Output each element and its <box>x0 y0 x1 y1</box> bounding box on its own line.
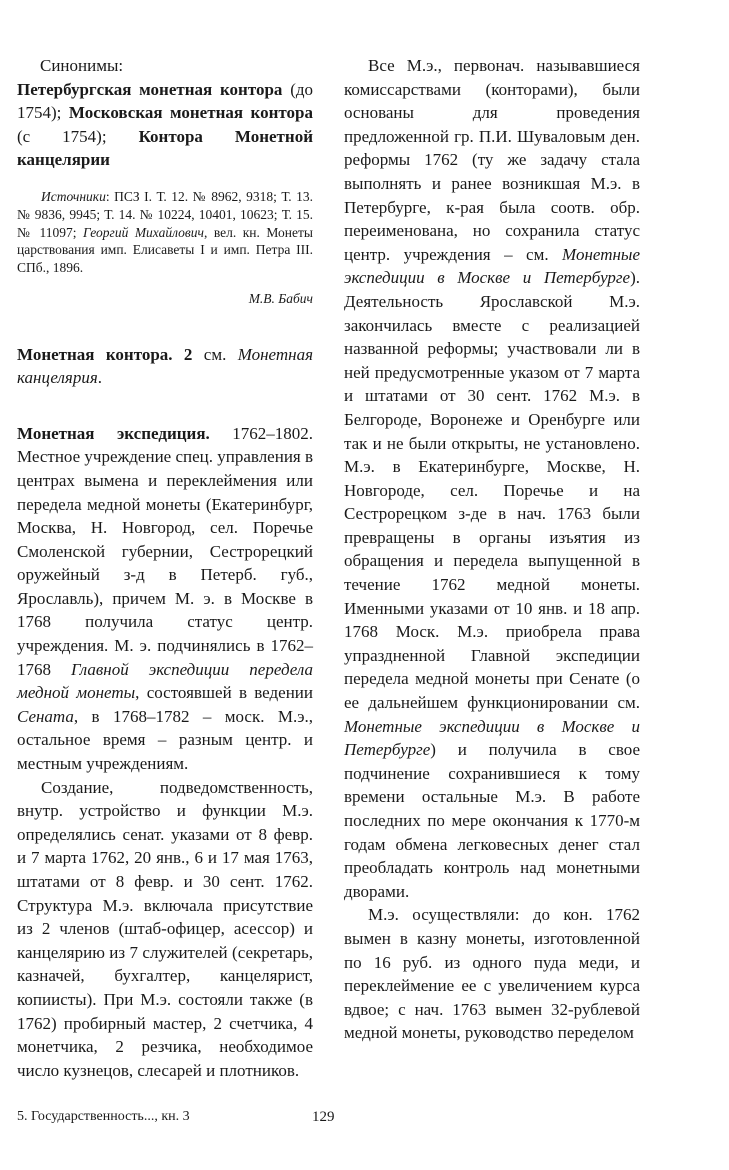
page-number: 129 <box>312 1109 335 1125</box>
sources: Источники: ПСЗ I. Т. 12. № 8962, 9318; Т. 13. № 9836, 9945; Т. 14. № 10224, 10401, 10623; Т. 15. № 11097; Георгий Михайлович, вел. кн. Монеты царствования имп. Елисаветы I и имп. Петра III. СПб., 1896. <box>17 188 313 276</box>
entry-monetnaya-ekspeditsiya: Монетная экспедиция. 1762–1802. Местное учреждение спец. управления в центрах вымена и переклеймения или передела медной монеты (Екатеринбург, Москва, Н. Новгород, сел. Поречье Смоленской губернии, Сестрорецкий оружейный з-д в Петерб. губ., Ярославль), причем М. э. в Москве в 1768 получила статус центр. учреждения. М. э. подчинялись в 1762–1768 Главной экспедиции передела медной монеты, состоявшей в ведении Сената, в 1768–1782 – моск. М.э., остальное время – разным центр. и местным учреждениям. <box>17 423 314 774</box>
cross-reference: Сената <box>17 706 74 726</box>
entry-monetnaya-kontora-2: Монетная контора. 2 см. Монетная канцелярия. <box>17 344 313 388</box>
synonym-1: Петербургская монетная контора <box>17 79 283 99</box>
synonym-3: Контора Монетной канцелярии <box>17 126 313 170</box>
footer-signature: 5. Государственность..., кн. 3 <box>17 1109 190 1124</box>
right-column <box>344 54 640 1045</box>
cross-reference: Монетная канцелярия <box>17 344 313 388</box>
cross-reference: Монетные экспедиции в Москве и Петербурге <box>344 244 640 288</box>
entry-title: Монетная экспедиция. <box>17 423 210 443</box>
paragraph: М.э. осуществляли: до кон. 1762 вымен в казну монеты, изготовленной по 16 руб. из одного пуда меди, и переклеймение ее с увеличением курса вдвое; с нач. 1763 вымен 32-рублевой медной монеты, руководство переделом <box>344 905 640 1043</box>
paragraph: Все М.э., первонач. называвшиеся комиссарствами (конторами), были основаны для проведения предложенной гр. П.И. Шуваловым ден. реформы 1762 (ту же задачу стала выполнять и ранее возникшая М.э. в Петербурге, к-рая была соотв. обр. переименована, но сохранила статус центр. учреждения – см. Монетные экспедиции в Москве и Петербурге). Деятельность Ярославской М.э. закончилась вместе с реализацией названной реформы; участвовали ли в ней предусмотренные указом от 7 марта и штатами от 30 сент. 1762 М.э. в Белгороде, Воронеже и Оренбурге или так и не были открыты, не установлено. М.э. в Екатеринбурге, Москве, Н. Новгороде, сел. Поречье и на Сестрорецком з-де в нач. 1763 были превращены в органы изъятия из обращения и передела выпущенной в течение 1762 медной монеты. Именными указами от 10 янв. и 18 апр. 1768 Моск. М.э. приобрела права упраздненной Главной экспедиции передела медной монеты при Сенате (о ее дальнейшем функционировании см. Монетные экспедиции в Москве и Петербурге) и получила в свое подчинение сохранившиеся к тому времени остальные М.э. В работе последних по мере окончания к 1770-м годам обмена легковесных денег стал преобладать контроль над монетными дворами. <box>344 56 640 901</box>
paragraph: Создание, подведомственность, внутр. устройство и функции М.э. определялись сенат. указами от 8 февр. и 7 марта 1762, 20 янв., 6 и 17 мая 1763, штатами от 8 февр. и 30 сент. 1762. Структура М.э. включала присутствие из 2 членов (штаб-офицер, асессор) и канцелярию из 7 служителей (секретарь, казначей, бухгалтер, канцелярист, копиисты). При М.э. состояли также (в 1762) пробирный мастер, 2 счетчика, 4 монетчика, 2 резчика, необходимое число кузнецов, слесарей и плотников. <box>17 777 313 1080</box>
synonyms-list: Петербургская монетная контора (до 1754); Московская монетная контора (с 1754); Контора Монетной канцелярии <box>17 79 314 170</box>
synonyms-label: Синонимы: <box>40 56 124 75</box>
cross-reference: Монетные экспедиции в Москве и Петербурге <box>344 716 640 760</box>
left-column <box>17 54 313 1082</box>
article-author: М.В. Бабич <box>248 290 313 306</box>
cross-reference: Главной экспедиции передела медной монеты <box>17 659 314 703</box>
synonym-2: Московская монетная контора <box>68 103 314 123</box>
